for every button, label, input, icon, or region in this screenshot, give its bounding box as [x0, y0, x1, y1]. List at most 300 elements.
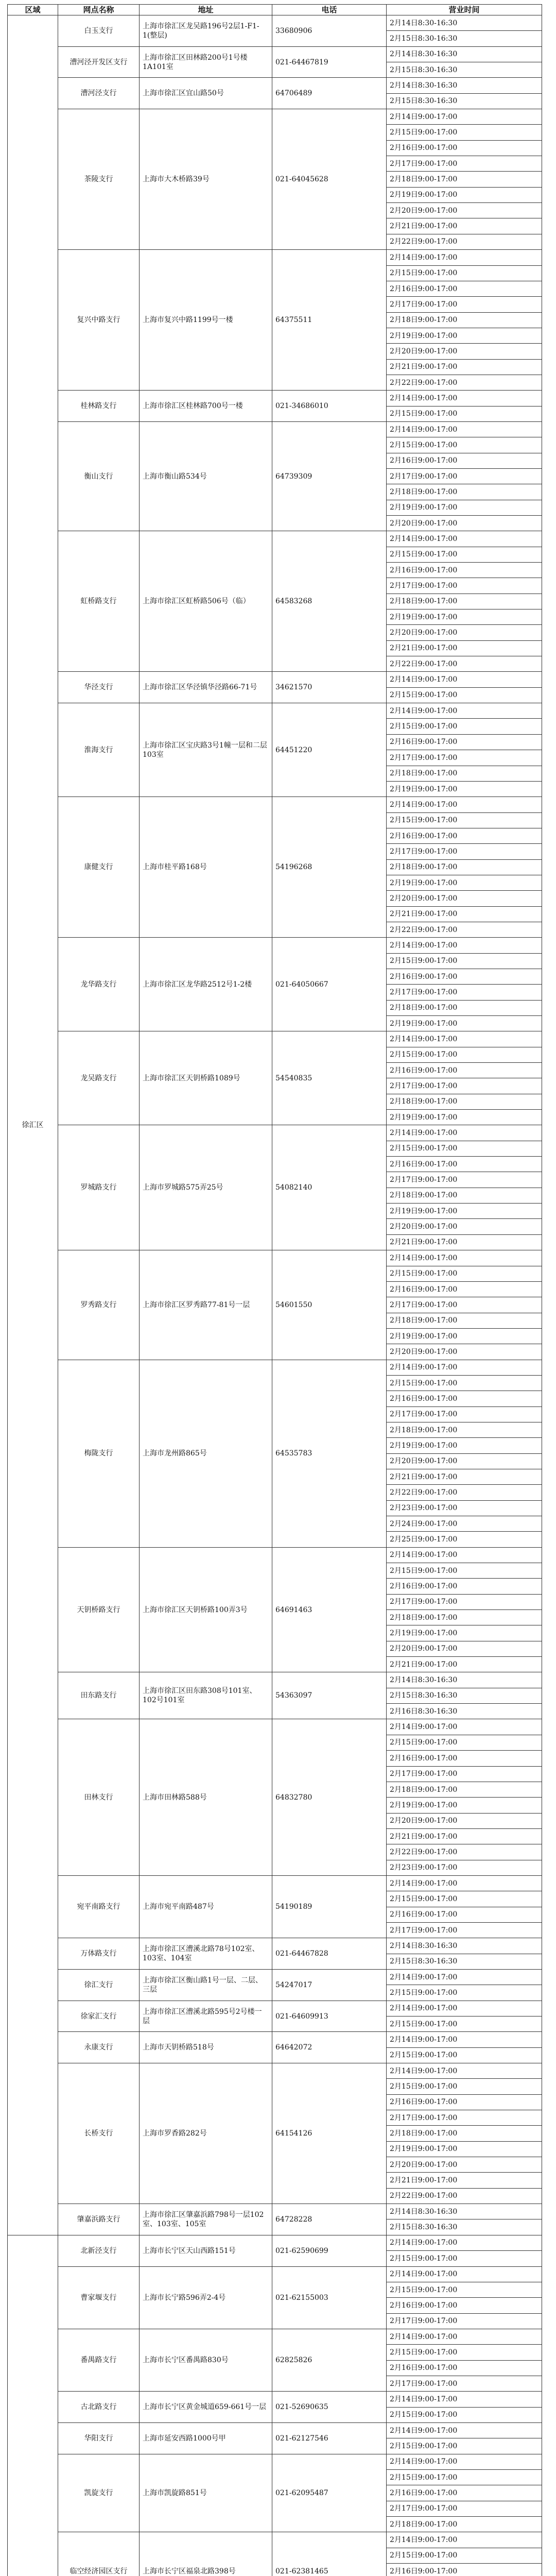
business-hours-cell: 2月17日9:00-17:00 — [387, 1078, 542, 1094]
table-row — [8, 2063, 542, 2079]
business-hours-cell: 2月17日9:00-17:00 — [387, 1297, 542, 1313]
business-hours-cell: 2月16日9:00-17:00 — [387, 2094, 542, 2110]
branch-address-cell: 上海市徐汇区宝庆路3号1幢一层和二层103室 — [140, 703, 272, 797]
business-hours-cell: 2月18日9:00-17:00 — [387, 484, 542, 500]
business-hours-cell: 2月20日9:00-17:00 — [387, 203, 542, 218]
branch-phone-cell: 64706489 — [272, 78, 387, 109]
business-hours-cell: 2月14日9:00-17:00 — [387, 1031, 542, 1047]
business-hours-cell: 2月16日9:00-17:00 — [387, 2360, 542, 2376]
business-hours-cell: 2月18日9:00-17:00 — [387, 172, 542, 187]
branch-phone-cell: 021-64050667 — [272, 938, 387, 1031]
business-hours-cell: 2月16日9:00-17:00 — [387, 2564, 542, 2576]
branch-name-cell: 罗秀路支行 — [58, 1250, 140, 1360]
business-hours-cell: 2月19日9:00-17:00 — [387, 1016, 542, 1031]
table-row — [8, 797, 542, 812]
branch-address-cell: 上海市徐汇区田东路308号101室、102号101室 — [140, 1672, 272, 1719]
branch-phone-cell: 54247017 — [272, 1969, 387, 2001]
header-branch-name: 网点名称 — [58, 5, 140, 15]
branch-address-cell: 上海市罗城路575弄25号 — [140, 1125, 272, 1250]
business-hours-cell: 2月15日8:30-16:30 — [387, 1954, 542, 1969]
business-hours-cell: 2月14日9:00-17:00 — [387, 672, 542, 687]
business-hours-cell: 2月16日9:00-17:00 — [387, 1751, 542, 1766]
business-hours-cell: 2月14日9:00-17:00 — [387, 1250, 542, 1266]
branch-name-cell: 白玉支行 — [58, 15, 140, 47]
business-hours-cell: 2月20日9:00-17:00 — [387, 344, 542, 359]
branch-name-cell: 永康支行 — [58, 2032, 140, 2063]
business-hours-cell: 2月14日8:30-16:30 — [387, 15, 542, 31]
branch-phone-cell: 64739309 — [272, 421, 387, 531]
branch-name-cell: 茶陵支行 — [58, 109, 140, 250]
branch-name-cell: 龙华路支行 — [58, 938, 140, 1031]
branch-address-cell: 上海市长宁区番禺路830号 — [140, 2329, 272, 2391]
business-hours-cell: 2月14日9:00-17:00 — [387, 2001, 542, 2016]
branch-phone-cell: 64832780 — [272, 1719, 387, 1875]
business-hours-cell: 2月19日9:00-17:00 — [387, 187, 542, 202]
branch-name-cell: 华泾支行 — [58, 672, 140, 703]
branch-name-cell: 罗城路支行 — [58, 1125, 140, 1250]
business-hours-cell: 2月15日9:00-17:00 — [387, 1141, 542, 1156]
business-hours-cell: 2月20日9:00-17:00 — [387, 2157, 542, 2173]
table-row — [8, 46, 542, 62]
branch-hours-table — [7, 4, 542, 2576]
business-hours-cell: 2月15日9:00-17:00 — [387, 953, 542, 969]
business-hours-cell: 2月20日9:00-17:00 — [387, 1813, 542, 1828]
table-row — [8, 250, 542, 265]
branch-phone-cell: 62825826 — [272, 2329, 387, 2391]
business-hours-cell: 2月16日8:30-16:30 — [387, 1704, 542, 1719]
business-hours-cell: 2月18日9:00-17:00 — [387, 766, 542, 781]
branch-address-cell: 上海市长宁区福泉北路398号 — [140, 2532, 272, 2576]
business-hours-cell: 2月16日9:00-17:00 — [387, 1063, 542, 1078]
table-row — [8, 1250, 542, 1266]
table-header-row — [8, 5, 542, 15]
branch-name-cell: 长桥支行 — [58, 2063, 140, 2204]
branch-phone-cell: 021-62381465 — [272, 2532, 387, 2576]
business-hours-cell: 2月21日9:00-17:00 — [387, 1234, 542, 1250]
branch-phone-cell: 021-34686010 — [272, 391, 387, 422]
business-hours-cell: 2月15日9:00-17:00 — [387, 2016, 542, 2032]
branch-name-cell: 漕河泾支行 — [58, 78, 140, 109]
business-hours-cell: 2月15日9:00-17:00 — [387, 2047, 542, 2063]
branch-name-cell: 徐汇支行 — [58, 1969, 140, 2001]
business-hours-cell: 2月17日9:00-17:00 — [387, 1594, 542, 1609]
business-hours-cell: 2月18日9:00-17:00 — [387, 1000, 542, 1015]
business-hours-cell: 2月15日9:00-17:00 — [387, 1047, 542, 1062]
business-hours-cell: 2月19日9:00-17:00 — [387, 500, 542, 515]
business-hours-cell: 2月21日9:00-17:00 — [387, 1828, 542, 1844]
branch-phone-cell: 021-62590699 — [272, 2235, 387, 2266]
branch-phone-cell: 021-62155003 — [272, 2266, 387, 2329]
branch-phone-cell: 64642072 — [272, 2032, 387, 2063]
business-hours-cell: 2月16日9:00-17:00 — [387, 2485, 542, 2501]
business-hours-cell: 2月20日9:00-17:00 — [387, 1344, 542, 1360]
business-hours-cell: 2月14日9:00-17:00 — [387, 2392, 542, 2407]
table-row — [8, 672, 542, 687]
business-hours-cell: 2月14日9:00-17:00 — [387, 797, 542, 812]
business-hours-cell: 2月22日9:00-17:00 — [387, 656, 542, 672]
business-hours-cell: 2月15日9:00-17:00 — [387, 2251, 542, 2266]
business-hours-cell: 2月14日9:00-17:00 — [387, 421, 542, 437]
branch-address-cell: 上海市徐汇区漕溪北路595号2号楼一层 — [140, 2001, 272, 2032]
branch-address-cell: 上海市徐汇区虹桥路506号（临） — [140, 531, 272, 672]
branch-address-cell: 上海市徐汇区华泾镇华泾路66-71号 — [140, 672, 272, 703]
business-hours-cell: 2月14日8:30-16:30 — [387, 1672, 542, 1688]
table-row — [8, 78, 542, 93]
business-hours-cell: 2月21日9:00-17:00 — [387, 640, 542, 656]
branch-phone-cell: 64535783 — [272, 1360, 387, 1547]
business-hours-cell: 2月15日9:00-17:00 — [387, 2407, 542, 2422]
business-hours-cell: 2月16日9:00-17:00 — [387, 828, 542, 843]
branch-name-cell: 宛平南路支行 — [58, 1875, 140, 1938]
business-hours-cell: 2月19日9:00-17:00 — [387, 2141, 542, 2157]
table-row — [8, 2032, 542, 2047]
business-hours-cell: 2月16日9:00-17:00 — [387, 281, 542, 296]
branch-address-cell: 上海市宛平南路487号 — [140, 1875, 272, 1938]
branch-name-cell: 衡山支行 — [58, 421, 140, 531]
branch-name-cell: 桂林路支行 — [58, 391, 140, 422]
business-hours-cell: 2月15日9:00-17:00 — [387, 1985, 542, 2001]
business-hours-cell: 2月22日9:00-17:00 — [387, 1844, 542, 1860]
table-row — [8, 421, 542, 437]
business-hours-cell: 2月15日9:00-17:00 — [387, 812, 542, 828]
branch-phone-cell: 54082140 — [272, 1125, 387, 1250]
business-hours-cell: 2月15日9:00-17:00 — [387, 2548, 542, 2563]
branch-name-cell: 万体路支行 — [58, 1938, 140, 1970]
branch-phone-cell: 54190189 — [272, 1875, 387, 1938]
business-hours-cell: 2月17日9:00-17:00 — [387, 1172, 542, 1188]
branch-phone-cell: 64451220 — [272, 703, 387, 797]
table-row — [8, 1938, 542, 1954]
business-hours-cell: 2月14日9:00-17:00 — [387, 1719, 542, 1735]
table-row — [8, 109, 542, 125]
business-hours-cell: 2月17日9:00-17:00 — [387, 2376, 542, 2391]
branch-address-cell: 上海市徐汇区肇嘉浜路798号一层102室、103室、105室 — [140, 2204, 272, 2235]
business-hours-cell: 2月20日9:00-17:00 — [387, 1453, 542, 1469]
business-hours-cell: 2月14日8:30-16:30 — [387, 46, 542, 62]
business-hours-cell: 2月15日9:00-17:00 — [387, 2469, 542, 2485]
business-hours-cell: 2月15日8:30-16:30 — [387, 93, 542, 109]
branch-address-cell: 上海市徐汇区田林路200号1号楼1A101室 — [140, 46, 272, 78]
business-hours-cell: 2月14日8:30-16:30 — [387, 2204, 542, 2219]
business-hours-cell: 2月18日9:00-17:00 — [387, 594, 542, 609]
branch-phone-cell: 64728228 — [272, 2204, 387, 2235]
branch-phone-cell: 021-64609913 — [272, 2001, 387, 2032]
branch-phone-cell: 54196268 — [272, 797, 387, 938]
business-hours-cell: 2月22日9:00-17:00 — [387, 2188, 542, 2204]
business-hours-cell: 2月22日9:00-17:00 — [387, 375, 542, 390]
business-hours-cell: 2月14日9:00-17:00 — [387, 109, 542, 125]
business-hours-cell: 2月19日9:00-17:00 — [387, 1798, 542, 1813]
business-hours-cell: 2月17日9:00-17:00 — [387, 1922, 542, 1938]
business-hours-cell: 2月21日9:00-17:00 — [387, 906, 542, 922]
business-hours-cell: 2月15日9:00-17:00 — [387, 265, 542, 281]
business-hours-cell: 2月15日9:00-17:00 — [387, 1735, 542, 1750]
business-hours-cell: 2月15日9:00-17:00 — [387, 406, 542, 421]
business-hours-cell: 2月17日9:00-17:00 — [387, 468, 542, 484]
table-row — [8, 2329, 542, 2344]
table-row — [8, 391, 542, 406]
branch-phone-cell: 33680906 — [272, 15, 387, 47]
business-hours-cell: 2月18日9:00-17:00 — [387, 1782, 542, 1797]
business-hours-cell: 2月22日9:00-17:00 — [387, 234, 542, 249]
business-hours-cell: 2月16日9:00-17:00 — [387, 1579, 542, 1594]
business-hours-cell: 2月15日9:00-17:00 — [387, 2282, 542, 2297]
business-hours-cell: 2月17日9:00-17:00 — [387, 750, 542, 766]
business-hours-cell: 2月15日9:00-17:00 — [387, 125, 542, 140]
business-hours-cell: 2月23日9:00-17:00 — [387, 1500, 542, 1516]
branch-phone-cell: 64375511 — [272, 250, 387, 391]
district-cell: 徐汇区 — [8, 15, 58, 2235]
business-hours-cell: 2月22日9:00-17:00 — [387, 1485, 542, 1500]
business-hours-cell: 2月16日9:00-17:00 — [387, 1391, 542, 1406]
business-hours-cell: 2月18日9:00-17:00 — [387, 859, 542, 875]
business-hours-cell: 2月14日9:00-17:00 — [387, 2532, 542, 2548]
business-hours-cell: 2月15日8:30-16:30 — [387, 2219, 542, 2235]
business-hours-cell: 2月19日9:00-17:00 — [387, 1328, 542, 1344]
branch-phone-cell: 021-64467819 — [272, 46, 387, 78]
business-hours-cell: 2月14日9:00-17:00 — [387, 2063, 542, 2079]
business-hours-cell: 2月20日9:00-17:00 — [387, 1641, 542, 1656]
branch-phone-cell: 021-52690635 — [272, 2392, 387, 2423]
table-body — [8, 15, 542, 2576]
table-row — [8, 1672, 542, 1688]
branch-name-cell: 复兴中路支行 — [58, 250, 140, 391]
branch-hours-document — [7, 4, 542, 2576]
branch-address-cell: 上海市徐汇区漕溪北路78号102室、103室、104室 — [140, 1938, 272, 1970]
branch-name-cell: 梅陇支行 — [58, 1360, 140, 1547]
business-hours-cell: 2月14日8:30-16:30 — [387, 78, 542, 93]
business-hours-cell: 2月16日9:00-17:00 — [387, 453, 542, 468]
table-row — [8, 2532, 542, 2548]
business-hours-cell: 2月14日9:00-17:00 — [387, 2422, 542, 2438]
branch-address-cell: 上海市凯旋路851号 — [140, 2454, 272, 2532]
business-hours-cell: 2月14日9:00-17:00 — [387, 531, 542, 547]
branch-address-cell: 上海市徐汇区衡山路1号一层、二层、三层 — [140, 1969, 272, 2001]
table-row — [8, 1125, 542, 1141]
table-row — [8, 2266, 542, 2282]
branch-name-cell: 漕河泾开发区支行 — [58, 46, 140, 78]
branch-name-cell: 曹家堰支行 — [58, 2266, 140, 2329]
business-hours-cell: 2月17日9:00-17:00 — [387, 844, 542, 859]
branch-phone-cell: 54601550 — [272, 1250, 387, 1360]
business-hours-cell: 2月17日9:00-17:00 — [387, 578, 542, 594]
table-row — [8, 2204, 542, 2219]
business-hours-cell: 2月19日9:00-17:00 — [387, 328, 542, 343]
business-hours-cell: 2月20日9:00-17:00 — [387, 516, 542, 531]
business-hours-cell: 2月18日9:00-17:00 — [387, 1188, 542, 1203]
business-hours-cell: 2月15日9:00-17:00 — [387, 2079, 542, 2094]
business-hours-cell: 2月15日9:00-17:00 — [387, 547, 542, 562]
business-hours-cell: 2月15日9:00-17:00 — [387, 437, 542, 453]
business-hours-cell: 2月16日9:00-17:00 — [387, 563, 542, 578]
business-hours-cell: 2月14日9:00-17:00 — [387, 250, 542, 265]
business-hours-cell: 2月15日9:00-17:00 — [387, 2345, 542, 2360]
table-row — [8, 2001, 542, 2016]
branch-name-cell: 康健支行 — [58, 797, 140, 938]
branch-name-cell: 华阳支行 — [58, 2422, 140, 2454]
table-row — [8, 2392, 542, 2407]
business-hours-cell: 2月15日8:30-16:30 — [387, 62, 542, 78]
table-row — [8, 938, 542, 953]
business-hours-cell: 2月14日8:30-16:30 — [387, 1938, 542, 1954]
branch-address-cell: 上海市徐汇区桂林路700号一楼 — [140, 391, 272, 422]
table-row — [8, 1547, 542, 1563]
business-hours-cell: 2月15日9:00-17:00 — [387, 687, 542, 703]
business-hours-cell: 2月14日9:00-17:00 — [387, 1360, 542, 1375]
business-hours-cell: 2月19日9:00-17:00 — [387, 1110, 542, 1125]
business-hours-cell: 2月14日9:00-17:00 — [387, 1125, 542, 1141]
business-hours-cell: 2月15日9:00-17:00 — [387, 719, 542, 734]
header-phone: 电话 — [272, 5, 387, 15]
table-row — [8, 2235, 542, 2250]
branch-phone-cell: 64583268 — [272, 531, 387, 672]
business-hours-cell: 2月18日9:00-17:00 — [387, 1094, 542, 1109]
business-hours-cell: 2月21日9:00-17:00 — [387, 1657, 542, 1672]
branch-address-cell: 上海市徐汇区天钥桥路1089号 — [140, 1031, 272, 1125]
business-hours-cell: 2月20日9:00-17:00 — [387, 625, 542, 640]
header-business-hours: 营业时间 — [387, 5, 542, 15]
header-address: 地址 — [140, 5, 272, 15]
business-hours-cell: 2月24日9:00-17:00 — [387, 1516, 542, 1532]
business-hours-cell: 2月14日9:00-17:00 — [387, 1875, 542, 1891]
business-hours-cell: 2月15日9:00-17:00 — [387, 1563, 542, 1579]
table-row — [8, 1719, 542, 1735]
branch-phone-cell: 021-64045628 — [272, 109, 387, 250]
branch-address-cell: 上海市田林路588号 — [140, 1719, 272, 1875]
business-hours-cell: 2月17日9:00-17:00 — [387, 1406, 542, 1422]
table-row — [8, 1969, 542, 1985]
business-hours-cell: 2月18日9:00-17:00 — [387, 2517, 542, 2532]
business-hours-cell: 2月18日9:00-17:00 — [387, 1313, 542, 1328]
business-hours-cell: 2月21日9:00-17:00 — [387, 359, 542, 375]
business-hours-cell: 2月16日9:00-17:00 — [387, 1907, 542, 1922]
branch-phone-cell: 54540835 — [272, 1031, 387, 1125]
business-hours-cell: 2月16日9:00-17:00 — [387, 2298, 542, 2313]
business-hours-cell: 2月16日9:00-17:00 — [387, 1157, 542, 1172]
branch-phone-cell: 64691463 — [272, 1547, 387, 1672]
business-hours-cell: 2月19日9:00-17:00 — [387, 1204, 542, 1219]
branch-address-cell: 上海市桂平路168号 — [140, 797, 272, 938]
business-hours-cell: 2月15日8:30-16:30 — [387, 1688, 542, 1703]
business-hours-cell: 2月14日9:00-17:00 — [387, 2235, 542, 2250]
table-row — [8, 531, 542, 547]
business-hours-cell: 2月17日9:00-17:00 — [387, 2313, 542, 2329]
branch-address-cell: 上海市长宁区黄金城道659-661号一层 — [140, 2392, 272, 2423]
business-hours-cell: 2月15日8:30-16:30 — [387, 31, 542, 46]
district-cell — [8, 2235, 58, 2576]
business-hours-cell: 2月15日9:00-17:00 — [387, 1266, 542, 1281]
table-row — [8, 1875, 542, 1891]
branch-phone-cell: 54363097 — [272, 1672, 387, 1719]
branch-address-cell: 上海市延安西路1000号甲 — [140, 2422, 272, 2454]
table-row — [8, 15, 542, 31]
business-hours-cell: 2月23日9:00-17:00 — [387, 1860, 542, 1875]
business-hours-cell: 2月21日9:00-17:00 — [387, 218, 542, 234]
business-hours-cell: 2月15日9:00-17:00 — [387, 1891, 542, 1907]
branch-address-cell: 上海市徐汇区龙吴路196号2层1-F1-1(整层) — [140, 15, 272, 47]
business-hours-cell: 2月17日9:00-17:00 — [387, 156, 542, 172]
branch-name-cell: 龙吴路支行 — [58, 1031, 140, 1125]
business-hours-cell: 2月16日9:00-17:00 — [387, 734, 542, 750]
branch-address-cell: 上海市天钥桥路518号 — [140, 2032, 272, 2063]
branch-name-cell: 徐家汇支行 — [58, 2001, 140, 2032]
business-hours-cell: 2月17日9:00-17:00 — [387, 297, 542, 312]
business-hours-cell: 2月14日9:00-17:00 — [387, 391, 542, 406]
branch-phone-cell: 34621570 — [272, 672, 387, 703]
business-hours-cell: 2月14日9:00-17:00 — [387, 1547, 542, 1563]
branch-address-cell: 上海市复兴中路1199号一楼 — [140, 250, 272, 391]
business-hours-cell: 2月17日9:00-17:00 — [387, 2501, 542, 2516]
business-hours-cell: 2月14日9:00-17:00 — [387, 2454, 542, 2469]
table-row — [8, 2454, 542, 2469]
branch-address-cell: 上海市长宁路596弄2-4号 — [140, 2266, 272, 2329]
business-hours-cell: 2月14日9:00-17:00 — [387, 2032, 542, 2047]
business-hours-cell: 2月19日9:00-17:00 — [387, 1625, 542, 1641]
business-hours-cell: 2月19日9:00-17:00 — [387, 781, 542, 796]
table-row — [8, 1360, 542, 1375]
branch-name-cell: 番禺路支行 — [58, 2329, 140, 2391]
business-hours-cell: 2月14日9:00-17:00 — [387, 2329, 542, 2344]
branch-name-cell: 凯旋支行 — [58, 2454, 140, 2532]
branch-name-cell: 天钥桥路支行 — [58, 1547, 140, 1672]
branch-address-cell: 上海市大木桥路39号 — [140, 109, 272, 250]
business-hours-cell: 2月16日9:00-17:00 — [387, 969, 542, 984]
business-hours-cell: 2月18日9:00-17:00 — [387, 1610, 542, 1625]
business-hours-cell: 2月14日9:00-17:00 — [387, 1969, 542, 1985]
branch-name-cell: 古北路支行 — [58, 2392, 140, 2423]
branch-address-cell: 上海市徐汇区龙华路2512号1-2楼 — [140, 938, 272, 1031]
business-hours-cell: 2月17日9:00-17:00 — [387, 1766, 542, 1782]
branch-phone-cell: 021-64467828 — [272, 1938, 387, 1970]
business-hours-cell: 2月16日9:00-17:00 — [387, 1281, 542, 1297]
business-hours-cell: 2月15日9:00-17:00 — [387, 1375, 542, 1391]
business-hours-cell: 2月25日9:00-17:00 — [387, 1532, 542, 1547]
business-hours-cell: 2月20日9:00-17:00 — [387, 1219, 542, 1234]
table-row — [8, 703, 542, 719]
branch-address-cell: 上海市罗香路282号 — [140, 2063, 272, 2204]
branch-name-cell: 淮海支行 — [58, 703, 140, 797]
branch-name-cell: 田林支行 — [58, 1719, 140, 1875]
branch-name-cell: 北新泾支行 — [58, 2235, 140, 2266]
business-hours-cell: 2月20日9:00-17:00 — [387, 891, 542, 906]
business-hours-cell: 2月14日9:00-17:00 — [387, 703, 542, 719]
branch-name-cell: 田东路支行 — [58, 1672, 140, 1719]
table-row — [8, 1031, 542, 1047]
business-hours-cell: 2月19日9:00-17:00 — [387, 609, 542, 625]
branch-address-cell: 上海市衡山路534号 — [140, 421, 272, 531]
business-hours-cell: 2月21日9:00-17:00 — [387, 1469, 542, 1484]
branch-address-cell: 上海市长宁区天山西路151号 — [140, 2235, 272, 2266]
branch-name-cell: 肇嘉浜路支行 — [58, 2204, 140, 2235]
header-district: 区域 — [8, 5, 58, 15]
business-hours-cell: 2月16日9:00-17:00 — [387, 140, 542, 156]
branch-address-cell: 上海市龙州路865号 — [140, 1360, 272, 1547]
branch-phone-cell: 021-62095487 — [272, 2454, 387, 2532]
branch-name-cell: 临空经济园区支行 — [58, 2532, 140, 2576]
branch-phone-cell: 64154126 — [272, 2063, 387, 2204]
business-hours-cell: 2月22日9:00-17:00 — [387, 922, 542, 937]
branch-address-cell: 上海市徐汇区罗秀路77-81号一层 — [140, 1250, 272, 1360]
business-hours-cell: 2月18日9:00-17:00 — [387, 2126, 542, 2141]
business-hours-cell: 2月14日9:00-17:00 — [387, 2266, 542, 2282]
table-row — [8, 2422, 542, 2438]
branch-address-cell: 上海市徐汇区天钥桥路100弄3号 — [140, 1547, 272, 1672]
business-hours-cell: 2月18日9:00-17:00 — [387, 1422, 542, 1437]
business-hours-cell: 2月17日9:00-17:00 — [387, 2110, 542, 2126]
branch-address-cell: 上海市徐汇区宜山路50号 — [140, 78, 272, 109]
branch-phone-cell: 021-62127546 — [272, 2422, 387, 2454]
business-hours-cell: 2月21日9:00-17:00 — [387, 2173, 542, 2188]
